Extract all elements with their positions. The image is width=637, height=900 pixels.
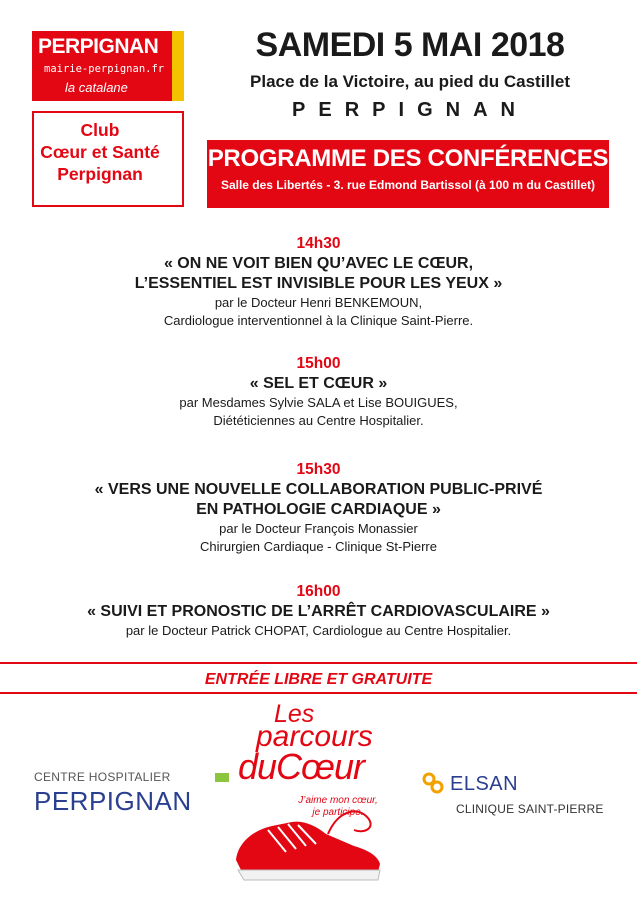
talk-speaker-line: par le Docteur Patrick CHOPAT, Cardiologue au Centre Hospitalier. xyxy=(125,623,512,638)
centre-hospitalier-logo xyxy=(34,770,204,820)
parcours-les: Les xyxy=(274,700,315,728)
talk-time: 14h30 xyxy=(296,235,341,252)
talk-time: 15h00 xyxy=(296,355,341,372)
parcours-du-coeur-logo xyxy=(228,700,398,885)
talk-speaker-line: par Mesdames Sylvie SALA et Lise BOUIGUES, xyxy=(179,395,458,410)
talk-title-line: « ON NE VOIT BIEN QU’AVEC LE CŒUR, xyxy=(163,255,474,272)
talk-1 xyxy=(30,234,607,330)
program-location: Salle des Libertés - 3. rue Edmond Bartissol (à 100 m du Castillet) xyxy=(220,178,596,192)
talk-time: 15h30 xyxy=(296,461,341,478)
club-line-1: Club xyxy=(80,120,120,140)
talk-4 xyxy=(30,582,607,640)
hospital-name: PERPIGNAN xyxy=(34,786,192,816)
talk-title-line: « SEL ET CŒUR » xyxy=(249,375,388,392)
elsan-clinic-name: CLINIQUE SAINT-PIERRE xyxy=(456,802,604,816)
red-sneaker-icon xyxy=(228,800,388,885)
talk-2 xyxy=(30,354,607,430)
talk-title-line: L’ESSENTIEL EST INVISIBLE POUR LES YEUX » xyxy=(134,275,503,292)
perpignan-logo-site: mairie-perpignan.fr xyxy=(44,63,165,75)
talk-title-line: EN PATHOLOGIE CARDIAQUE » xyxy=(196,501,441,518)
perpignan-logo-tagline: la catalane xyxy=(65,80,128,95)
talk-speaker-line: Chirurgien Cardiaque - Clinique St-Pierre xyxy=(200,539,437,554)
talk-speaker-line: par le Docteur François Monassier xyxy=(219,521,418,536)
slogan-line: J’aime mon cœur, xyxy=(298,795,378,806)
talk-time: 16h00 xyxy=(296,583,341,600)
talk-3 xyxy=(30,460,607,556)
perpignan-city-logo xyxy=(32,31,184,101)
hospital-green-square xyxy=(215,773,229,782)
club-name xyxy=(40,119,160,185)
hospital-label: CENTRE HOSPITALIER xyxy=(34,770,171,784)
logo-yellow-bar xyxy=(172,31,184,101)
parcours-du-coeur: duCœur xyxy=(238,746,365,787)
program-title: PROGRAMME DES CONFÉRENCES xyxy=(207,145,609,172)
elsan-logo-icon xyxy=(422,772,444,794)
entry-free-text: ENTRÉE LIBRE ET GRATUITE xyxy=(204,671,433,688)
program-banner xyxy=(207,140,609,208)
perpignan-logo-name: PERPIGNAN xyxy=(38,35,159,58)
entry-divider-bottom xyxy=(0,692,637,694)
club-line-3: Perpignan xyxy=(57,164,143,184)
club-coeur-sante-logo xyxy=(32,111,184,207)
elsan-clinique-logo xyxy=(422,772,612,822)
event-city: PERPIGNAN xyxy=(292,99,528,121)
talk-speaker-line: Cardiologue interventionnel à la Clinique Saint-Pierre. xyxy=(163,313,474,328)
parcours-word: parcours xyxy=(256,720,373,753)
talk-title-line: « VERS UNE NOUVELLE COLLABORATION PUBLIC-PRIVÉ xyxy=(94,481,543,498)
talk-speaker-line: par le Docteur Henri BENKEMOUN, xyxy=(214,295,423,310)
slogan-line: je participe. xyxy=(312,807,364,818)
club-line-2: Cœur et Santé xyxy=(40,142,160,162)
talk-title-line: « SUIVI ET PRONOSTIC DE L’ARRÊT CARDIOVASCULAIRE » xyxy=(87,603,550,620)
event-place: Place de la Victoire, au pied du Castillet xyxy=(250,72,570,91)
event-date: SAMEDI 5 MAI 2018 xyxy=(255,26,565,64)
talk-speaker-line: Diététiciennes au Centre Hospitalier. xyxy=(213,413,424,428)
elsan-name: ELSAN xyxy=(450,773,519,795)
entry-divider-top xyxy=(0,662,637,664)
